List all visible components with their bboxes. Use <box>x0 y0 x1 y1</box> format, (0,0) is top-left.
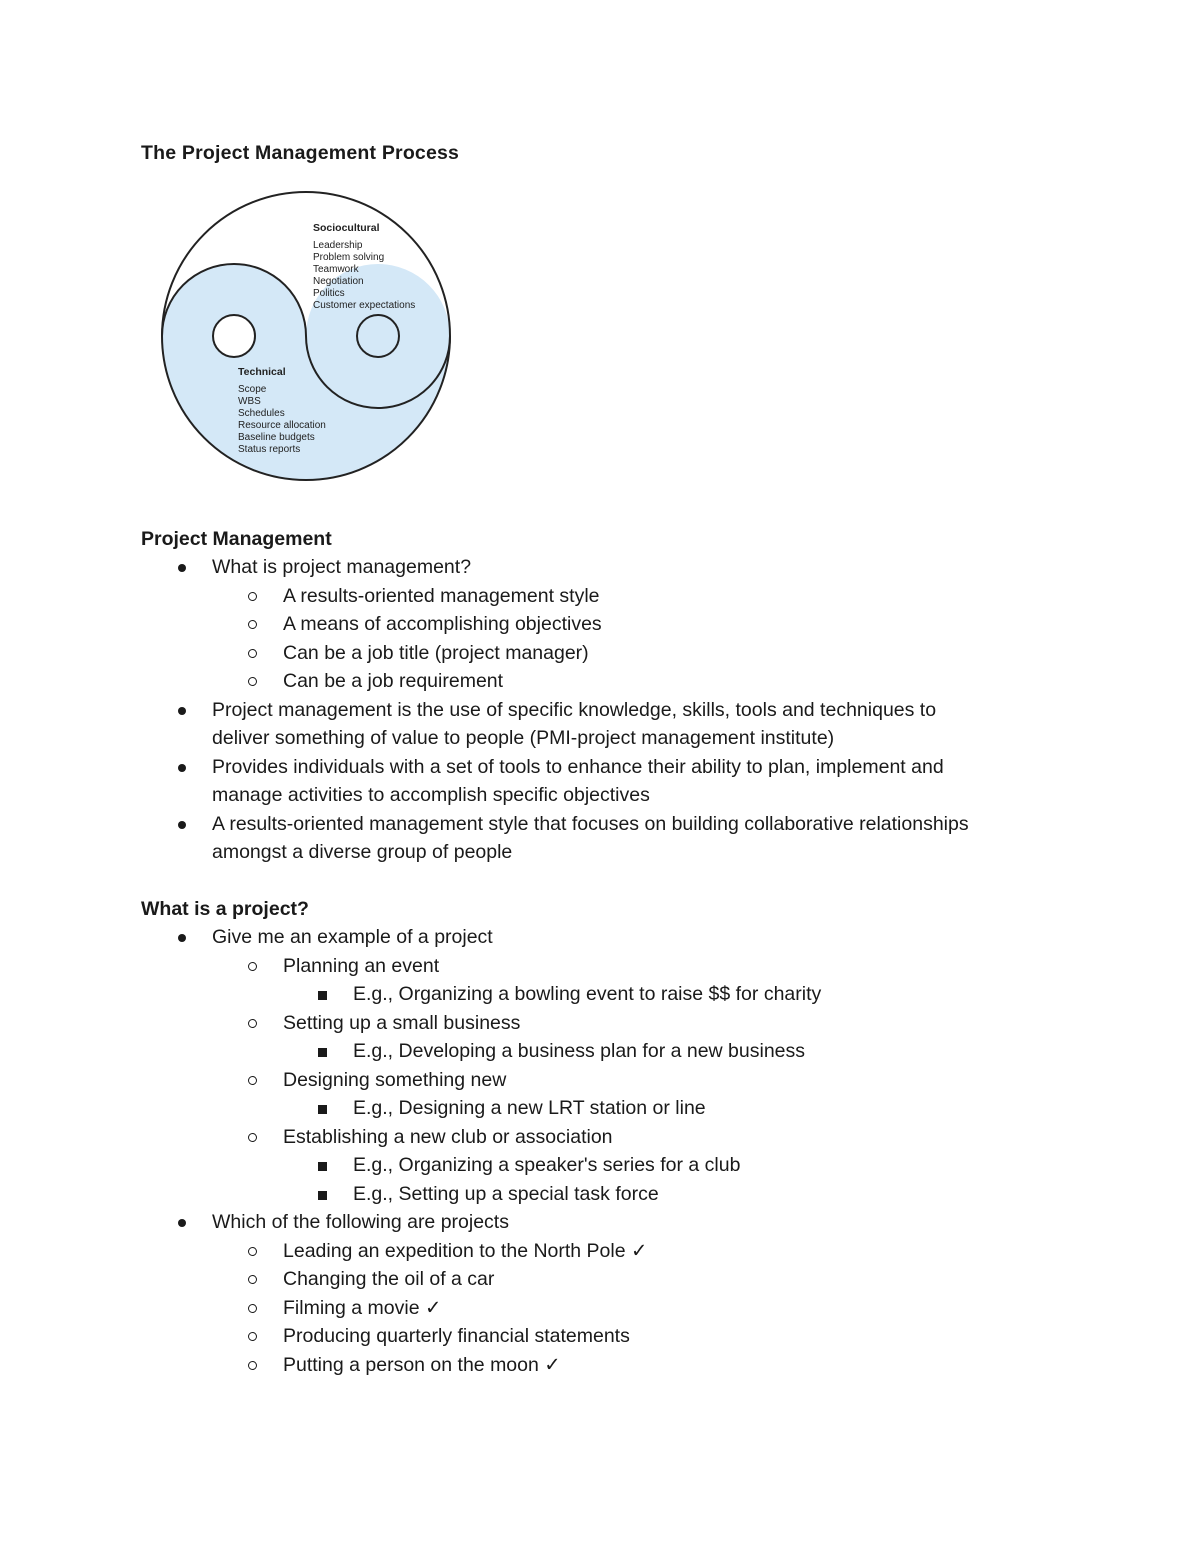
list-item <box>0 1265 1200 1294</box>
list-item <box>0 1208 1200 1237</box>
section-heading-what-is-a-project: What is a project? <box>141 898 309 920</box>
sociocultural-eye <box>357 315 399 357</box>
section-heading-project-management: Project Management <box>141 528 332 550</box>
bullet-dot <box>178 934 186 942</box>
technical-item: WBS <box>238 396 261 407</box>
list-item-text: Leading an expedition to the North Pole ✓ <box>283 1239 648 1262</box>
bullet-square <box>318 1048 327 1057</box>
technical-eye <box>213 315 255 357</box>
bullet-square <box>318 1105 327 1114</box>
bullet-square <box>318 1191 327 1200</box>
sociocultural-item: Teamwork <box>313 264 359 275</box>
sociocultural-item: Politics <box>313 288 345 299</box>
list-item <box>0 952 1200 981</box>
list-item <box>0 582 1200 611</box>
list-item <box>0 980 1200 1009</box>
bullet-square <box>318 1162 327 1171</box>
list-item <box>0 1066 1200 1095</box>
technical-item: Status reports <box>238 444 301 455</box>
list-item <box>0 1180 1200 1209</box>
bullet-ring <box>248 592 257 601</box>
bullet-ring <box>248 1133 257 1142</box>
list-item-text: Project management is the use of specific knowledge, skills, tools and techniques to <box>212 698 937 721</box>
list-item <box>0 1351 1200 1380</box>
list-item <box>0 923 1200 952</box>
bullet-ring <box>248 1361 257 1370</box>
yin-yang-diagram <box>158 189 458 489</box>
bullet-dot <box>178 564 186 572</box>
list-item-text: E.g., Setting up a special task force <box>353 1182 659 1205</box>
list-item-text: Designing something new <box>283 1068 507 1091</box>
what-is-a-project-list <box>0 923 1200 1379</box>
list-item-text: Planning an event <box>283 954 440 977</box>
bullet-dot <box>178 707 186 715</box>
page-title: The Project Management Process <box>141 142 460 164</box>
list-item-text: Can be a job title (project manager) <box>283 641 589 664</box>
bullet-ring <box>248 649 257 658</box>
list-item-text: deliver something of value to people (PMI-project management institute) <box>212 727 835 749</box>
list-item <box>0 1237 1200 1266</box>
list-item-text: What is project management? <box>212 556 472 578</box>
sociocultural-heading: Sociocultural <box>313 222 380 234</box>
sociocultural-item: Customer expectations <box>313 300 416 311</box>
list-item <box>0 1123 1200 1152</box>
list-item <box>0 553 1200 582</box>
list-item-text: Establishing a new club or association <box>283 1125 613 1148</box>
list-item <box>0 639 1200 668</box>
list-item-text: E.g., Designing a new LRT station or line <box>353 1097 706 1119</box>
bullet-ring <box>248 677 257 686</box>
list-item <box>0 1037 1200 1066</box>
list-item-text: E.g., Developing a business plan for a new business <box>353 1040 806 1062</box>
bullet-ring <box>248 1304 257 1313</box>
list-item-text: Filming a movie ✓ <box>283 1296 442 1319</box>
list-item-text: E.g., Organizing a speaker's series for a club <box>353 1154 741 1176</box>
bullet-ring <box>248 620 257 629</box>
bullet-ring <box>248 1247 257 1256</box>
list-item <box>0 610 1200 639</box>
list-item <box>0 1322 1200 1351</box>
list-item-text: amongst a diverse group of people <box>212 841 513 863</box>
list-item <box>0 1294 1200 1323</box>
sociocultural-item: Negotiation <box>313 276 364 287</box>
list-item-text: Producing quarterly financial statements <box>283 1325 630 1347</box>
bullet-ring <box>248 962 257 971</box>
bullet-dot <box>178 1219 186 1227</box>
technical-region <box>162 264 450 480</box>
list-item <box>0 667 1200 696</box>
list-item-text: Setting up a small business <box>283 1011 521 1034</box>
list-item <box>0 1151 1200 1180</box>
list-item <box>0 1094 1200 1123</box>
bullet-ring <box>248 1076 257 1085</box>
list-item <box>0 753 1200 810</box>
project-management-list <box>0 553 1200 867</box>
list-item-text: Can be a job requirement <box>283 670 504 692</box>
bullet-ring <box>248 1275 257 1284</box>
technical-item: Resource allocation <box>238 420 326 431</box>
sociocultural-item: Problem solving <box>313 252 385 263</box>
list-item <box>0 1009 1200 1038</box>
bullet-square <box>318 991 327 1000</box>
list-item <box>0 810 1200 867</box>
bullet-dot <box>178 764 186 772</box>
list-item-text: A results-oriented management style <box>283 584 600 607</box>
bullet-ring <box>248 1019 257 1028</box>
list-item-text: Give me an example of a project <box>212 926 493 948</box>
bullet-ring <box>248 1332 257 1341</box>
list-item-text: Which of the following are projects <box>212 1211 509 1233</box>
technical-item: Scope <box>238 384 267 395</box>
list-item-text: Provides individuals with a set of tools to enhance their ability to plan, implement and <box>212 755 944 778</box>
list-item-text: manage activities to accomplish specific objectives <box>212 784 650 806</box>
list-item-text: Putting a person on the moon ✓ <box>283 1353 561 1376</box>
list-item-text: A means of accomplishing objectives <box>283 613 602 635</box>
list-item-text: A results-oriented management style that focuses on building collaborative relationships <box>212 812 969 835</box>
technical-item: Baseline budgets <box>238 432 315 443</box>
list-item-text: Changing the oil of a car <box>283 1268 495 1290</box>
list-item-text: E.g., Organizing a bowling event to raise $$ for charity <box>353 983 822 1005</box>
list-item <box>0 696 1200 753</box>
technical-item: Schedules <box>238 408 285 419</box>
bullet-dot <box>178 821 186 829</box>
technical-heading: Technical <box>238 366 286 378</box>
sociocultural-item: Leadership <box>313 240 363 251</box>
